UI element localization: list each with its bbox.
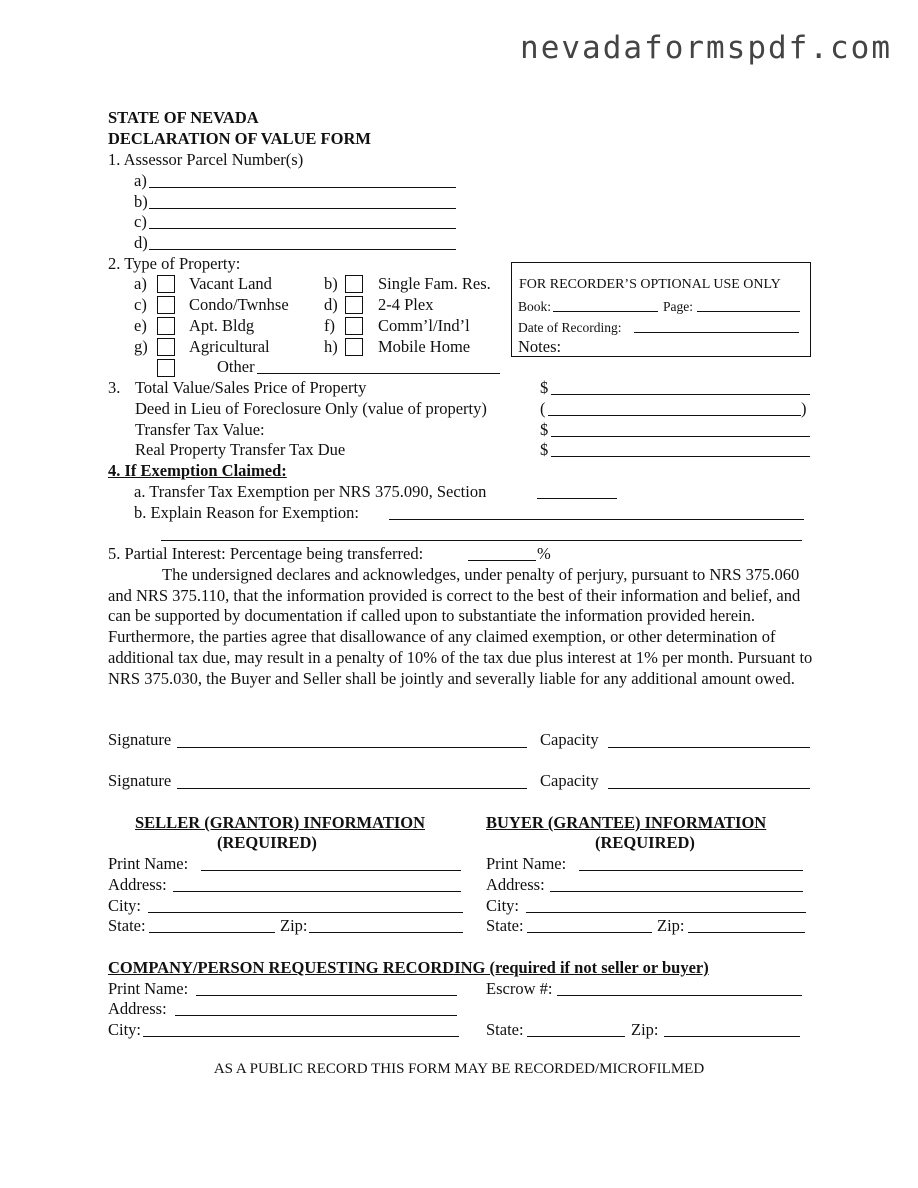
signature-field-1[interactable] (177, 747, 527, 748)
escrow-label: Escrow #: (486, 979, 553, 998)
vacant-land-checkbox[interactable] (157, 275, 175, 293)
type-label: Comm’l/Ind’l (378, 316, 470, 335)
company-address-field[interactable] (175, 1015, 457, 1016)
company-zip-field[interactable] (664, 1036, 800, 1037)
transfer-tax-due-label: Real Property Transfer Tax Due (135, 440, 346, 459)
partial-interest-label: 5. Partial Interest: Percentage being transferred: (108, 544, 424, 563)
signature-label-1: Signature (108, 730, 172, 749)
recorder-date-field[interactable] (634, 332, 799, 333)
recorder-box-title: FOR RECORDER’S OPTIONAL USE ONLY (519, 277, 781, 292)
form-title: DECLARATION OF VALUE FORM (108, 129, 371, 148)
company-state-label: State: (486, 1020, 524, 1039)
buyer-address-field[interactable] (550, 891, 803, 892)
capacity-label-2: Capacity (540, 771, 599, 790)
transfer-tax-value-field[interactable] (551, 436, 810, 437)
company-zip-label: Zip: (631, 1020, 659, 1039)
total-value-field[interactable] (551, 394, 810, 395)
company-print-name-label: Print Name: (108, 979, 189, 998)
capacity-field-1[interactable] (608, 747, 810, 748)
parcel-item-a-label: a) (134, 171, 147, 190)
buyer-print-name-field[interactable] (579, 870, 803, 871)
seller-heading: SELLER (GRANTOR) INFORMATION (135, 813, 425, 832)
buyer-city-field[interactable] (526, 912, 806, 913)
buyer-state-field[interactable] (527, 932, 652, 933)
parcel-number-d-field[interactable] (149, 249, 456, 250)
exemption-heading: 4. If Exemption Claimed: (108, 461, 287, 480)
other-label: Other (217, 357, 255, 376)
parcel-number-b-field[interactable] (149, 208, 456, 209)
declaration-text: The undersigned declares and acknowledges, under penalty of perjury, pursuant to NRS 375.060 and NRS 375.110, that the information provided is correct to the best of their information and belief, and can be supported by documentation if called upon to substantiate the information provided herein. Furthermore, the parties agree that disallowance of any claimed exemption, or other determination of additional tax due, may result in a penalty of 10% of the tax due plus interest at 1% per month. Pursuant to NRS 375.030, the Buyer and Seller shall be jointly and severally liable for any additional amount owed. (108, 565, 813, 688)
agricultural-checkbox[interactable] (157, 338, 175, 356)
company-print-name-field[interactable] (196, 995, 457, 996)
company-city-field[interactable] (143, 1036, 459, 1037)
capacity-label-1: Capacity (540, 730, 599, 749)
commercial-checkbox[interactable] (345, 317, 363, 335)
type-letter: c) (134, 295, 147, 314)
exemption-reason-label: b. Explain Reason for Exemption: (134, 503, 359, 522)
recorder-date-label: Date of Recording: (518, 320, 622, 335)
mobile-home-checkbox[interactable] (345, 338, 363, 356)
type-letter: f) (324, 316, 335, 335)
type-letter: b) (324, 274, 338, 293)
seller-required: (REQUIRED) (217, 833, 317, 852)
buyer-zip-label: Zip: (657, 916, 685, 935)
seller-state-field[interactable] (149, 932, 275, 933)
type-label: Apt. Bldg (189, 316, 255, 335)
single-family-checkbox[interactable] (345, 275, 363, 293)
company-state-field[interactable] (527, 1036, 625, 1037)
seller-print-name-field[interactable] (201, 870, 461, 871)
recorder-page-field[interactable] (697, 311, 800, 312)
buyer-print-name-label: Print Name: (486, 854, 567, 873)
dollar-sign: $ (540, 420, 549, 439)
close-paren: ) (801, 399, 807, 418)
seller-state-label: State: (108, 916, 146, 935)
exemption-reason-field-2[interactable] (161, 540, 802, 541)
signature-label-2: Signature (108, 771, 172, 790)
parcel-item-c-label: c) (134, 212, 147, 231)
type-letter: e) (134, 316, 147, 335)
buyer-state-label: State: (486, 916, 524, 935)
seller-address-label: Address: (108, 875, 167, 894)
exemption-section-field[interactable] (537, 498, 617, 499)
seller-zip-field[interactable] (309, 932, 463, 933)
type-letter: h) (324, 337, 338, 356)
parcel-item-b-label: b) (134, 192, 148, 211)
capacity-field-2[interactable] (608, 788, 810, 789)
type-letter: a) (134, 274, 147, 293)
seller-city-field[interactable] (148, 912, 463, 913)
watermark: nevadaformspdf.com (520, 30, 892, 66)
type-letter: d) (324, 295, 338, 314)
property-type-label: 2. Type of Property: (108, 254, 241, 273)
recorder-book-field[interactable] (553, 311, 658, 312)
recorder-notes-label: Notes: (518, 337, 562, 356)
buyer-required: (REQUIRED) (595, 833, 695, 852)
condo-checkbox[interactable] (157, 296, 175, 314)
buyer-address-label: Address: (486, 875, 545, 894)
buyer-city-label: City: (486, 896, 520, 915)
seller-zip-label: Zip: (280, 916, 308, 935)
company-address-label: Address: (108, 999, 167, 1018)
type-label: Vacant Land (189, 274, 272, 293)
type-label: Condo/Twnhse (189, 295, 289, 314)
recorder-book-label: Book: (518, 299, 552, 314)
state-heading: STATE OF NEVADA (108, 108, 259, 127)
type-label: 2-4 Plex (378, 295, 434, 314)
parcel-item-d-label: d) (134, 233, 148, 252)
dollar-sign: $ (540, 440, 549, 459)
parcel-number-a-field[interactable] (149, 187, 456, 188)
transfer-tax-value-label: Transfer Tax Value: (135, 420, 265, 439)
percent-sign: % (537, 544, 551, 563)
buyer-zip-field[interactable] (688, 932, 805, 933)
type-label: Single Fam. Res. (378, 274, 491, 293)
exemption-reason-field[interactable] (389, 519, 804, 520)
parcel-numbers-label: 1. Assessor Parcel Number(s) (108, 150, 304, 169)
company-city-label: City: (108, 1020, 142, 1039)
transfer-tax-due-field[interactable] (551, 456, 810, 457)
buyer-heading: BUYER (GRANTEE) INFORMATION (486, 813, 767, 832)
type-label: Agricultural (189, 337, 270, 356)
other-field[interactable] (257, 373, 500, 374)
company-heading: COMPANY/PERSON REQUESTING RECORDING (required if not seller or buyer) (108, 958, 709, 977)
exemption-section-label: a. Transfer Tax Exemption per NRS 375.090, Section (134, 482, 487, 501)
recorder-page-label: Page: (663, 299, 693, 314)
seller-print-name-label: Print Name: (108, 854, 189, 873)
total-value-label: Total Value/Sales Price of Property (135, 378, 367, 397)
declaration-paragraph (108, 565, 820, 689)
section-3-number: 3. (108, 378, 121, 397)
dollar-sign: $ (540, 378, 549, 397)
open-paren: ( (540, 399, 546, 418)
seller-city-label: City: (108, 896, 142, 915)
partial-interest-field[interactable] (468, 560, 536, 561)
type-label: Mobile Home (378, 337, 471, 356)
escrow-field[interactable] (557, 995, 802, 996)
public-record-notice: AS A PUBLIC RECORD THIS FORM MAY BE RECORDED/MICROFILMED (213, 1061, 705, 1077)
parcel-number-c-field[interactable] (149, 228, 456, 229)
signature-field-2[interactable] (177, 788, 527, 789)
deed-in-lieu-field[interactable] (548, 415, 801, 416)
seller-address-field[interactable] (173, 891, 461, 892)
apt-bldg-checkbox[interactable] (157, 317, 175, 335)
plex-checkbox[interactable] (345, 296, 363, 314)
type-letter: g) (134, 337, 148, 356)
other-checkbox[interactable] (157, 359, 175, 377)
deed-in-lieu-label: Deed in Lieu of Foreclosure Only (value of property) (135, 399, 487, 418)
